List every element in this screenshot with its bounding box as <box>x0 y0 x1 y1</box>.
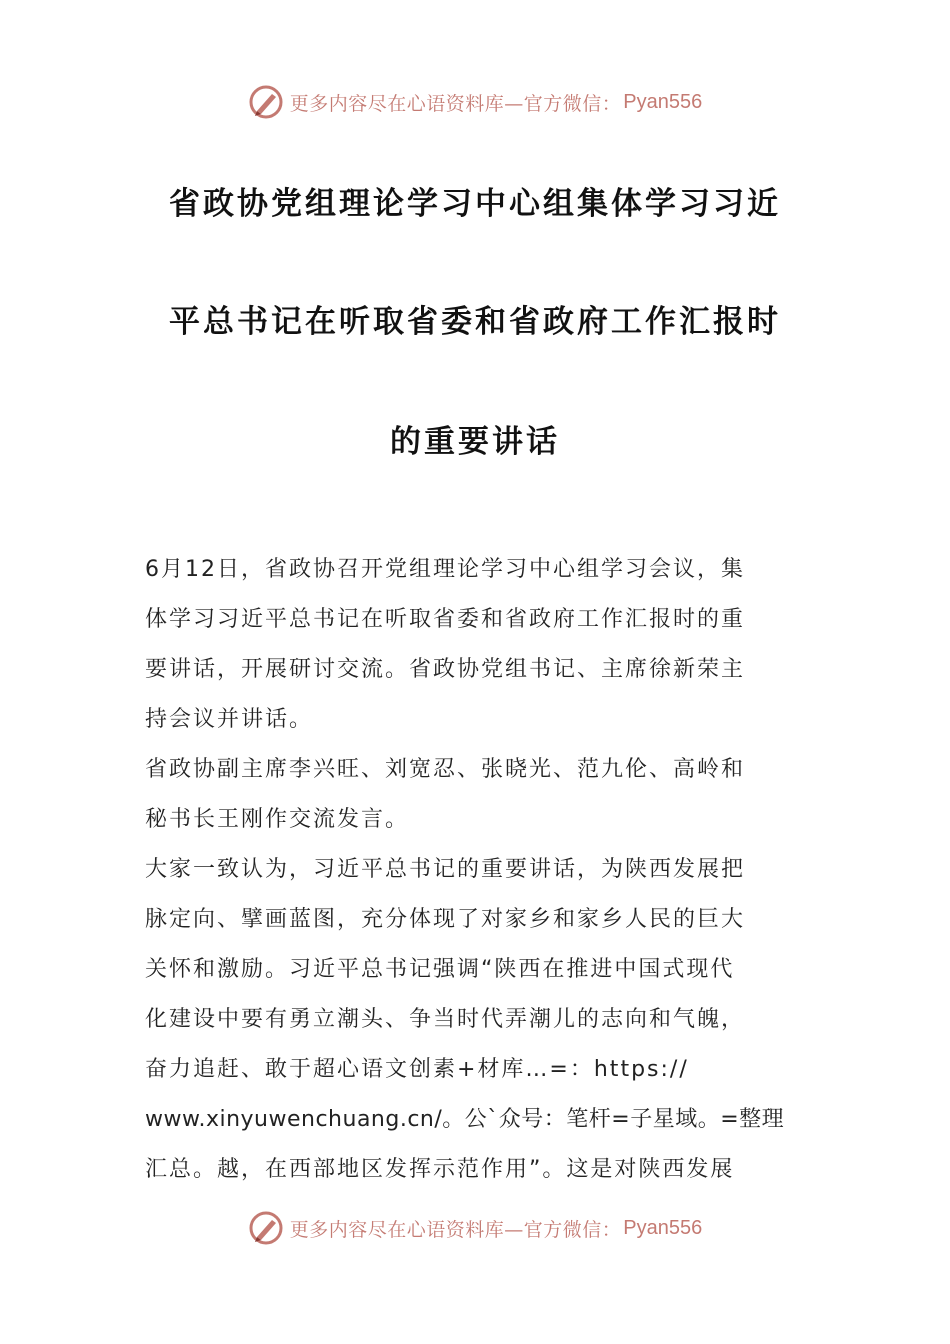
watermark-text: 更多内容尽在心语资料库—官方微信： <box>289 92 622 115</box>
body-line: 体学习习近平总书记在听取省委和省政府工作汇报时的重 <box>145 607 746 632</box>
watermark-handle: Pyan556 <box>623 90 703 113</box>
body-line: 奋力追赶、敢于超心语文创素+材库…=：https:// <box>145 1057 689 1082</box>
body-line: 化建设中要有勇立潮头、争当时代弄潮儿的志向和气魄， <box>145 1007 746 1032</box>
watermark-text: 更多内容尽在心语资料库—官方微信： <box>289 1218 622 1241</box>
body-line: www.xinyuwenchuang.cn/。公`众号：笔杆=子星域。=整理 <box>145 1107 785 1132</box>
body-line: 脉定向、擘画蓝图，充分体现了对家乡和家乡人民的巨大 <box>145 907 746 932</box>
body-line: 秘书长王刚作交流发言。 <box>145 807 410 832</box>
document-title-line-1: 省政协党组理论学习中心组集体学习习近 <box>169 186 781 222</box>
pen-logo-icon <box>248 1210 284 1246</box>
body-line: 关怀和激励。习近平总书记强调“陕西在推进中国式现代 <box>145 957 735 982</box>
body-line: 汇总。越，在西部地区发挥示范作用”。这是对陕西发展 <box>145 1157 735 1182</box>
body-line: 大家一致认为，习近平总书记的重要讲话，为陕西发展把 <box>145 857 746 882</box>
body-line: 持会议并讲话。 <box>145 707 314 732</box>
pen-logo-icon <box>248 84 284 120</box>
document-title-line-2: 平总书记在听取省委和省政府工作汇报时 <box>169 304 781 340</box>
body-line: 6月12日，省政协召开党组理论学习中心组学习会议，集 <box>145 557 745 582</box>
header-watermark <box>0 82 950 122</box>
footer-watermark <box>0 1208 950 1248</box>
document-title-line-3: 的重要讲话 <box>390 424 560 460</box>
body-line: 要讲话，开展研讨交流。省政协党组书记、主席徐新荣主 <box>145 657 746 682</box>
watermark-handle: Pyan556 <box>623 1216 703 1239</box>
body-line: 省政协副主席李兴旺、刘宽忍、张晓光、范九伦、高岭和 <box>145 757 746 782</box>
document-body <box>145 545 805 1195</box>
